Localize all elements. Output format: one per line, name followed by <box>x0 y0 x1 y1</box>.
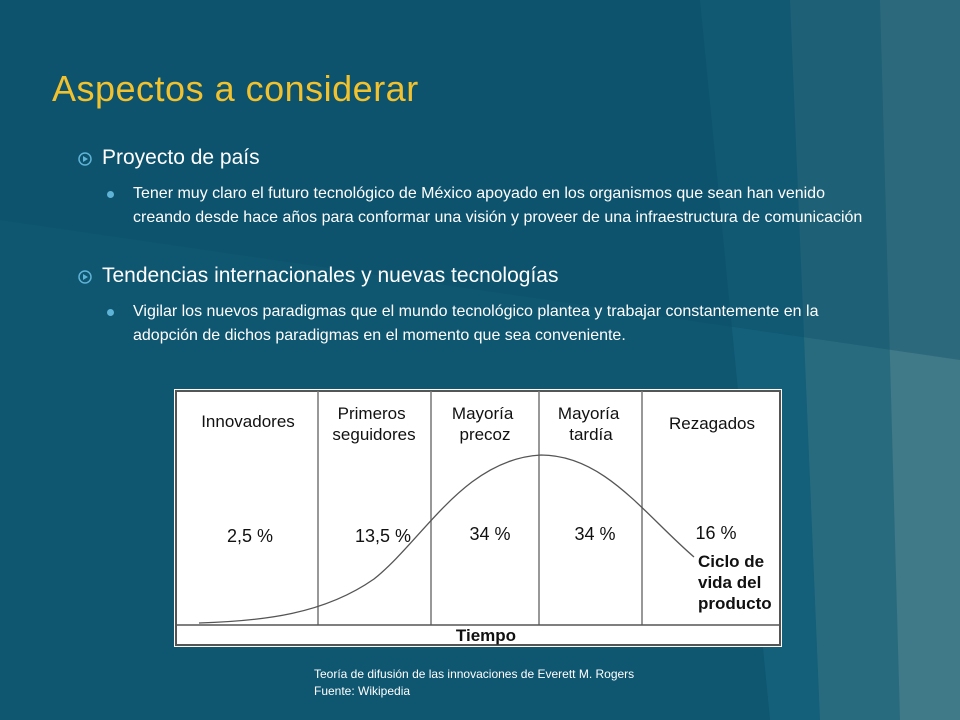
svg-text:Ciclo de vida del <box>698 552 772 613</box>
dot-bullet-icon <box>107 191 114 198</box>
diffusion-figure <box>174 389 782 647</box>
circle-arrow-bullet-icon <box>78 270 92 284</box>
sub-bullet-text: Tener muy claro el futuro tecnológico de México apoyado en los organismos que sean han venido creando desde hace años para conformar una visión y proveer de una infraestructura de comunicación <box>133 185 863 226</box>
svg-text:34 % <box>574 524 615 544</box>
column-percent: 2,5 % <box>226 526 274 546</box>
column-percent: 16 % <box>695 523 737 543</box>
column-header: Rezagados <box>668 414 756 433</box>
caption-line: Teoría de difusión de las innovaciones de Everett M. Rogers <box>314 667 635 681</box>
column-percent: 13,5 % <box>354 526 412 546</box>
column-header: Innovadores <box>201 412 295 431</box>
column-header: precoz <box>459 425 511 444</box>
column-header: Mayoría <box>557 404 620 423</box>
slide-title: Aspectos a considerar <box>52 68 419 109</box>
dot-bullet-icon <box>107 309 114 316</box>
bullet-label: Proyecto de país <box>102 146 260 169</box>
curve-label: Ciclo de <box>698 552 765 571</box>
column-header: Primeros <box>337 404 406 423</box>
svg-text:Tiempo <box>456 626 516 645</box>
column-header: Mayoría <box>451 404 514 423</box>
curve-label: producto <box>698 594 772 613</box>
column-percent: 34 % <box>574 524 616 544</box>
curve-label: vida del <box>698 573 762 592</box>
column-header: tardía <box>569 425 613 444</box>
figure-caption <box>314 666 634 700</box>
sub-bullet-text: Vigilar los nuevos paradigmas que el mundo tecnológico plantea y trabajar constantemente en la adopción de dichos paradigmas en el momento que sea conveniente. <box>133 303 819 344</box>
bullet-label: Tendencias internacionales y nuevas tecnologías <box>102 264 559 287</box>
diffusion-diagram <box>174 389 782 647</box>
sub-bullet-item <box>107 300 887 374</box>
sub-bullet-item <box>107 182 887 256</box>
svg-text:13,5 % <box>355 526 411 546</box>
svg-text:Innovadores <box>201 412 295 431</box>
axis-label: Tiempo <box>455 626 517 645</box>
column-percent: 34 % <box>469 524 511 544</box>
svg-text:2,5 % <box>227 526 273 546</box>
caption-line: Fuente: Wikipedia <box>314 684 411 698</box>
svg-text:16 % <box>695 523 736 543</box>
svg-text:Rezagados <box>669 414 755 433</box>
column-header: seguidores <box>332 425 416 444</box>
svg-text:34 % <box>469 524 510 544</box>
circle-arrow-bullet-icon <box>78 152 92 166</box>
